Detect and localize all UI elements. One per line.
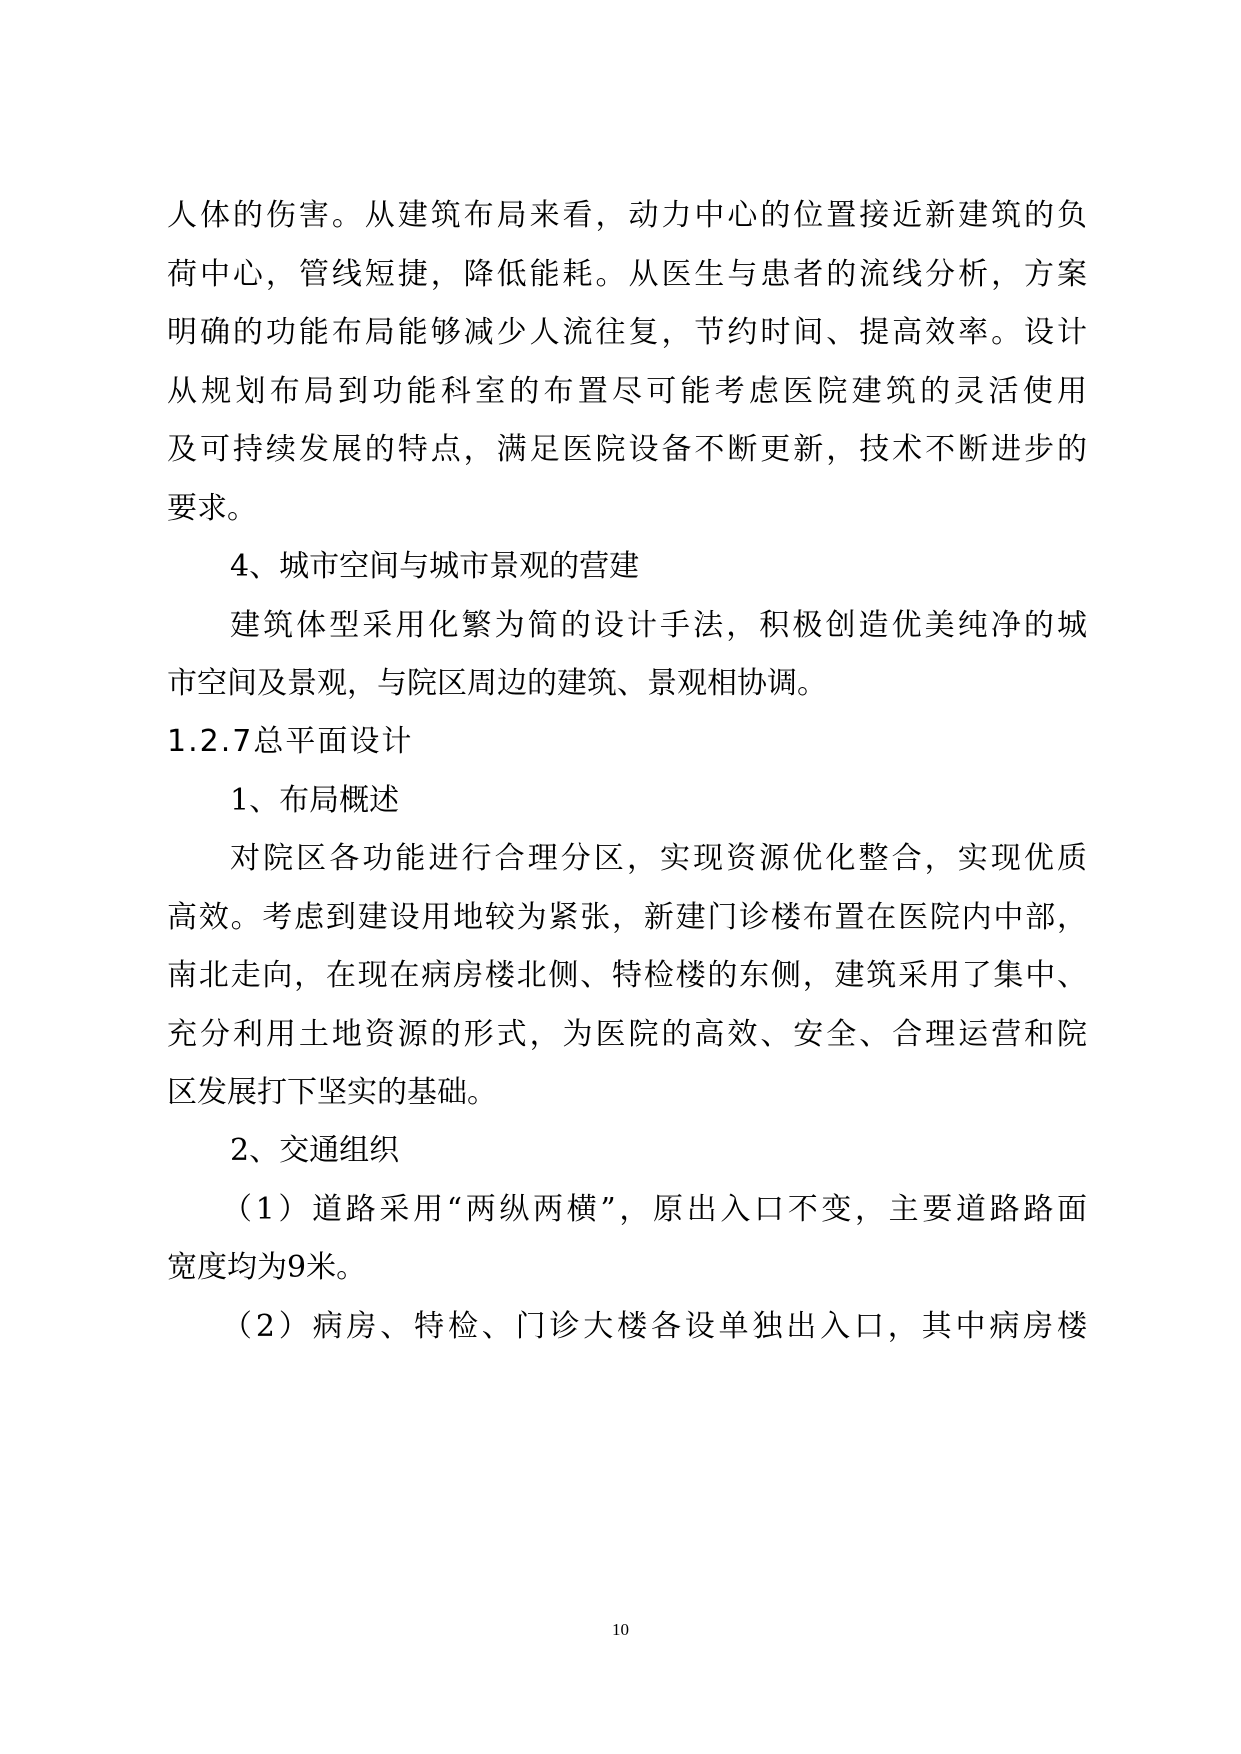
paragraph-line: 宽度均为9米。: [167, 1250, 367, 1285]
paragraph-line: 要求。: [167, 491, 257, 526]
paragraph-line: 充分利用土地资源的形式，为医院的高效、安全、合理运营和院: [167, 1017, 1087, 1052]
page-number: 10: [612, 1620, 629, 1639]
paragraph-line: （2）病房、特检、门诊大楼各设单独出入口，其中病房楼: [222, 1309, 1087, 1344]
paragraph-line: （1）道路采用“两纵两横”，原出入口不变，主要道路路面: [222, 1192, 1087, 1227]
paragraph-line: 区发展打下坚实的基础。: [167, 1075, 497, 1110]
paragraph-line: 从规划布局到功能科室的布置尽可能考虑医院建筑的灵活使用: [167, 374, 1087, 409]
paragraph-line: 明确的功能布局能够减少人流往复，节约时间、提高效率。设计: [167, 315, 1087, 350]
paragraph-line: 南北走向，在现在病房楼北侧、特检楼的东侧，建筑采用了集中、: [167, 958, 1087, 993]
paragraph-line: 荷中心，管线短捷，降低能耗。从医生与患者的流线分析，方案: [167, 257, 1087, 292]
subsection-heading: 4、城市空间与城市景观的营建: [230, 549, 640, 584]
paragraph-line: 人体的伤害。从建筑布局来看，动力中心的位置接近新建筑的负: [167, 198, 1087, 233]
paragraph-line: 建筑体型采用化繁为简的设计手法，积极创造优美纯净的城: [230, 608, 1087, 643]
paragraph-line: 高效。考虑到建设用地较为紧张，新建门诊楼布置在医院内中部，: [167, 900, 1087, 935]
paragraph-line: 对院区各功能进行合理分区，实现资源优化整合，实现优质: [230, 841, 1087, 876]
subsection-heading: 1、布局概述: [230, 783, 400, 818]
subsection-heading: 2、交通组织: [230, 1133, 400, 1168]
paragraph-line: 及可持续发展的特点，满足医院设备不断更新，技术不断进步的: [167, 432, 1087, 467]
paragraph-line: 市空间及景观，与院区周边的建筑、景观相协调。: [167, 666, 827, 701]
section-heading: 1.2.7总平面设计: [167, 724, 414, 759]
